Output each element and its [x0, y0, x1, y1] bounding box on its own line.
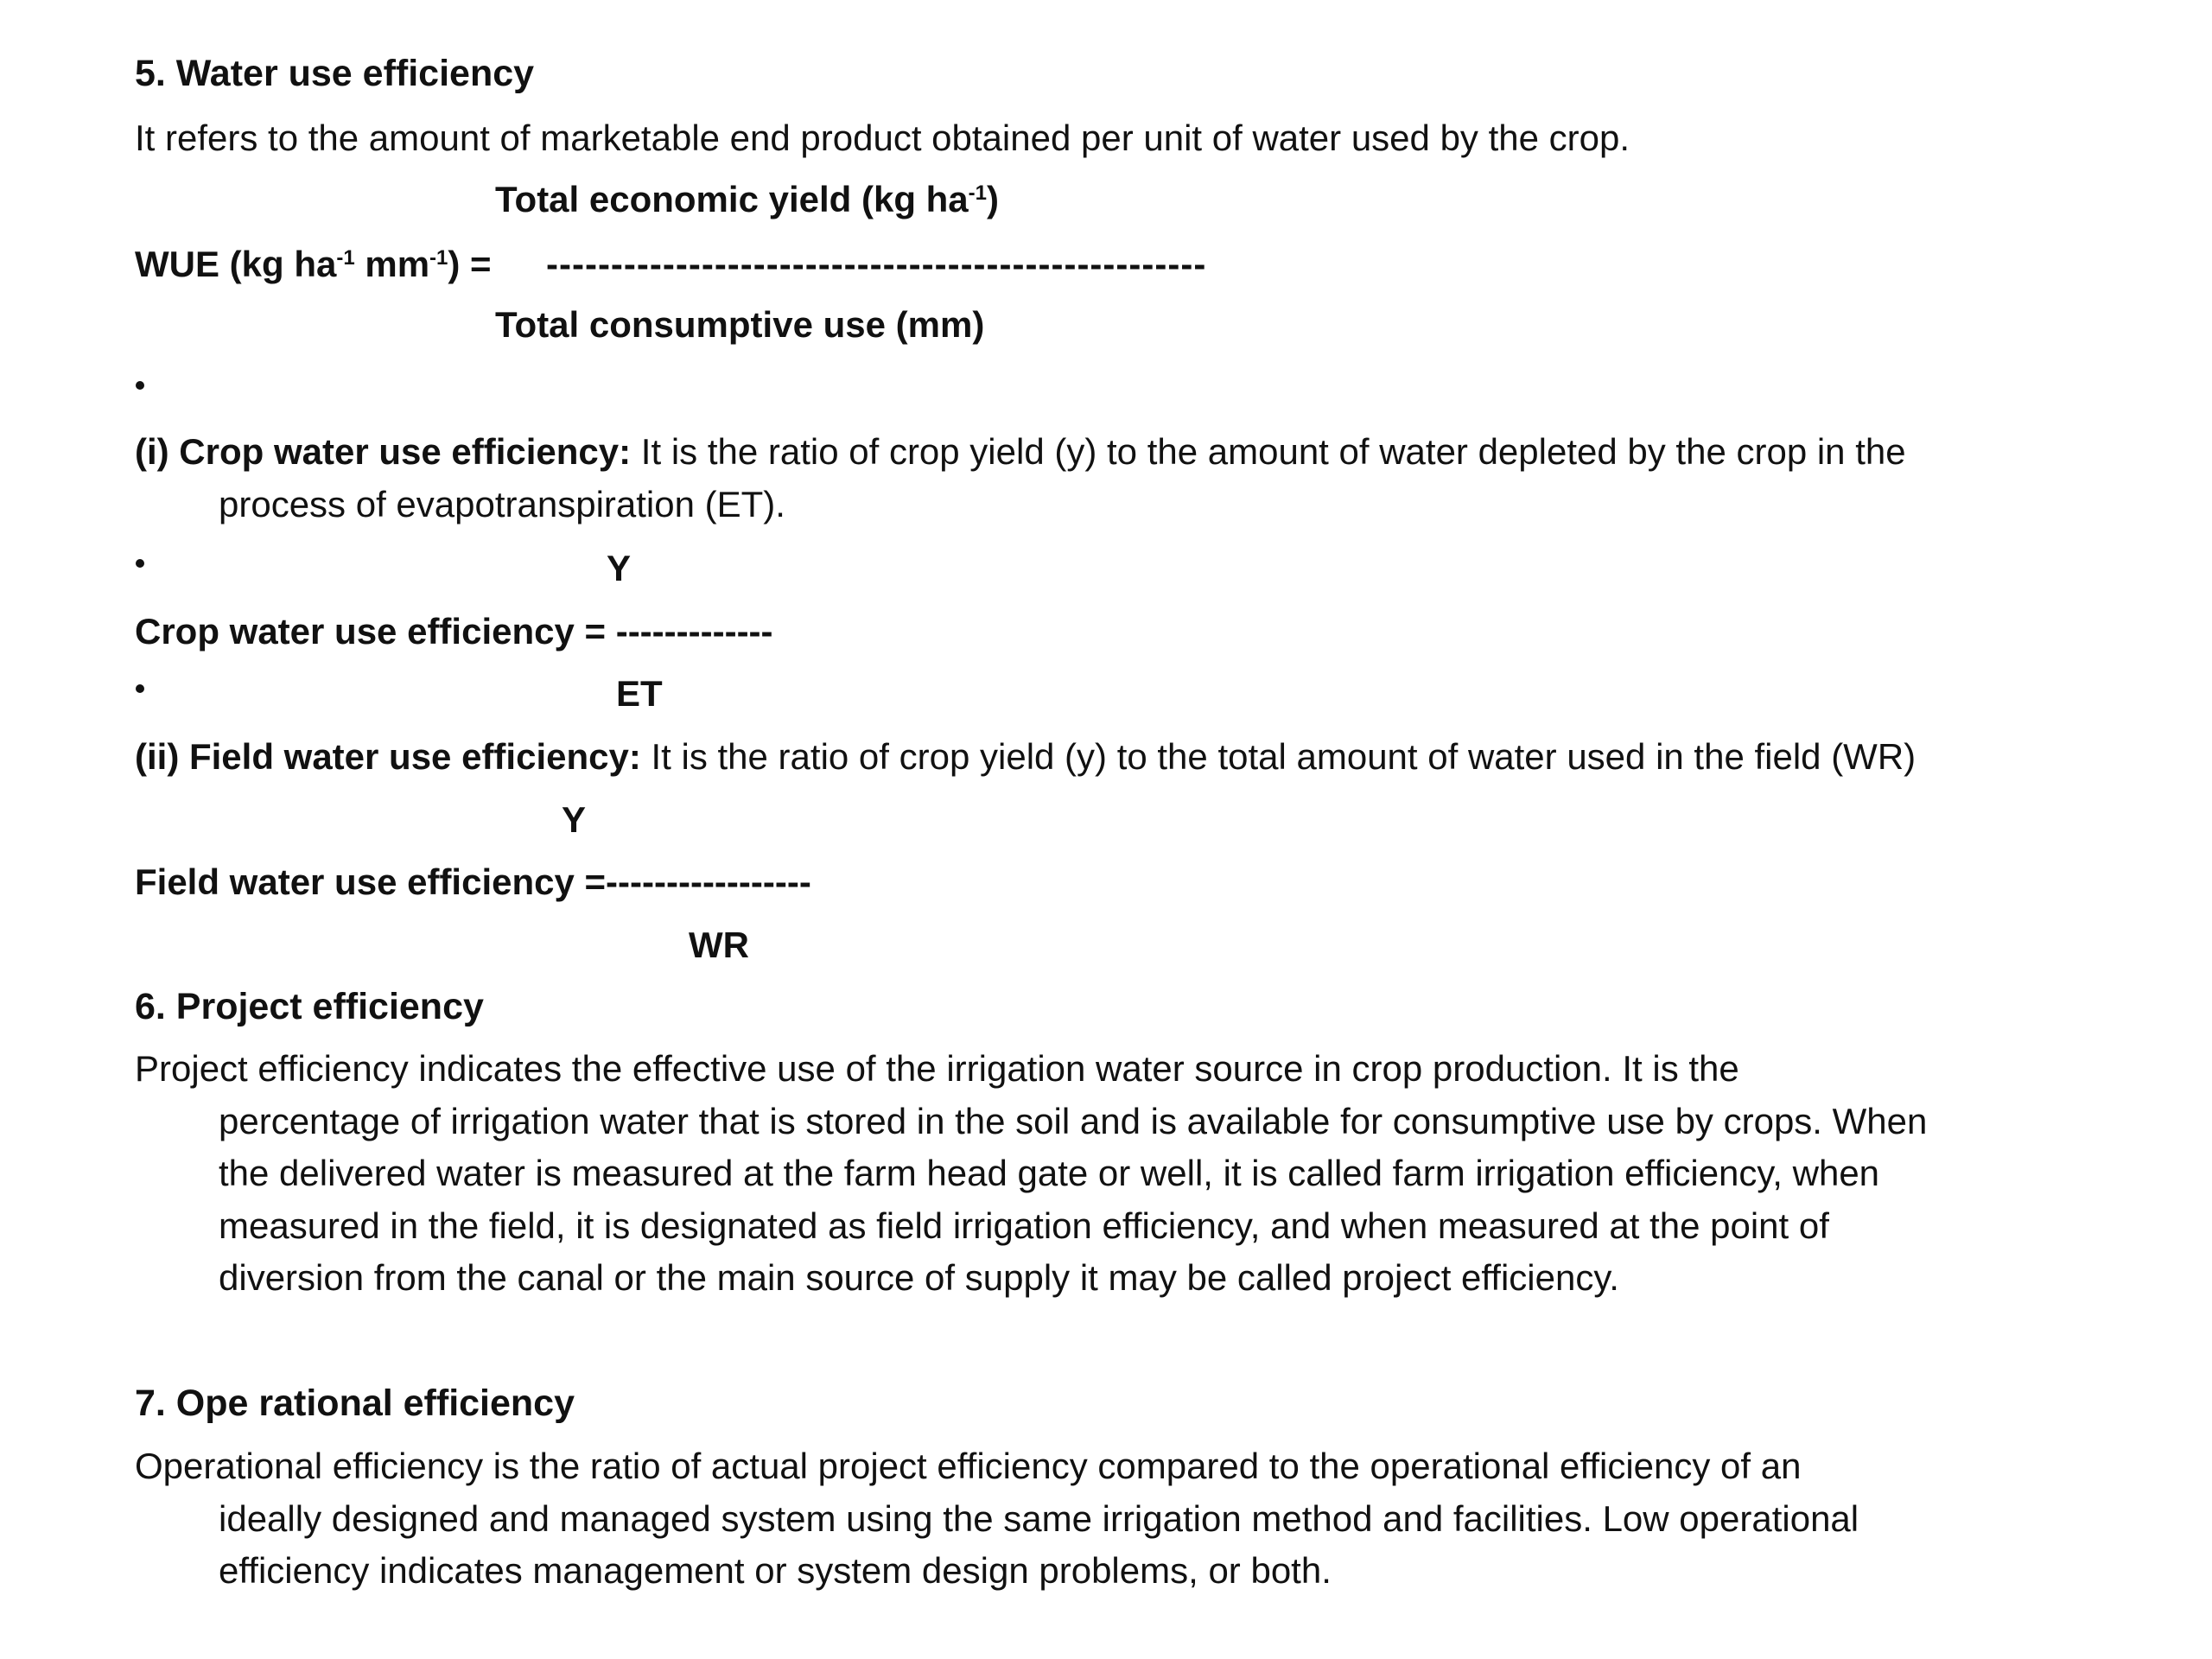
project-efficiency-line: the delivered water is measured at the farm head gate or well, it is called farm irrigation efficiency, when — [219, 1153, 1880, 1193]
project-efficiency-line: percentage of irrigation water that is stored in the soil and is available for consumptive use by crops. When — [219, 1101, 1928, 1141]
project-efficiency-line: diversion from the canal or the main source of supply it may be called project efficiency. — [219, 1257, 1619, 1298]
wue-definition: It refers to the amount of marketable end product obtained per unit of water used by the crop. — [135, 118, 1630, 158]
project-efficiency-line: Project efficiency indicates the effective use of the irrigation water source in crop production. It is the — [135, 1048, 1739, 1089]
bullet — [136, 381, 144, 390]
wue-denominator: Total consumptive use (mm) — [495, 304, 985, 345]
field-wue-numerator: Y — [562, 799, 587, 840]
bullet — [136, 559, 144, 568]
section-7-heading: 7. Ope rational efficiency — [135, 1382, 575, 1424]
bullet — [136, 684, 144, 693]
field-wue-denominator: WR — [689, 925, 749, 965]
operational-efficiency-line: efficiency indicates management or system design problems, or both. — [219, 1550, 1332, 1591]
wue-numerator: Total economic yield (kg $ha^{-1}$) — [495, 179, 1000, 219]
project-efficiency-line: measured in the field, it is designated as field irrigation efficiency, and when measured at the point of — [219, 1205, 1829, 1246]
field-wue-formula: Field water use efficiency =----------------- — [135, 861, 811, 902]
crop-wue-formula: Crop water use efficiency = ------------- — [135, 611, 773, 652]
crop-wue-definition-cont: process of evapotranspiration (ET). — [219, 484, 785, 524]
crop-wue-denominator: ET — [616, 673, 663, 714]
crop-wue-definition: (i) Crop water use efficiency: It is the ratio of crop yield (y) to the amount of water depleted by the crop in the — [135, 431, 1906, 472]
section-6-heading: 6. Project efficiency — [135, 986, 484, 1027]
field-wue-definition: (ii) Field water use efficiency: It is the ratio of crop yield (y) to the total amount of water used in the field (WR) — [135, 736, 1916, 777]
operational-efficiency-line: ideally designed and managed system using the same irrigation method and facilities. Low operational — [219, 1498, 1859, 1539]
wue-formula-lhs: WUE (kg $ha^{-1}$ $mm^{-1}$) = — [135, 244, 492, 284]
operational-efficiency-line: Operational efficiency is the ratio of actual project efficiency compared to the operational efficiency of an — [135, 1446, 1802, 1486]
wue-fraction-bar: --------------------------------------------------- — [546, 244, 1207, 284]
crop-wue-numerator: Y — [607, 548, 632, 588]
section-5-heading: 5. Water use efficiency — [135, 53, 535, 94]
